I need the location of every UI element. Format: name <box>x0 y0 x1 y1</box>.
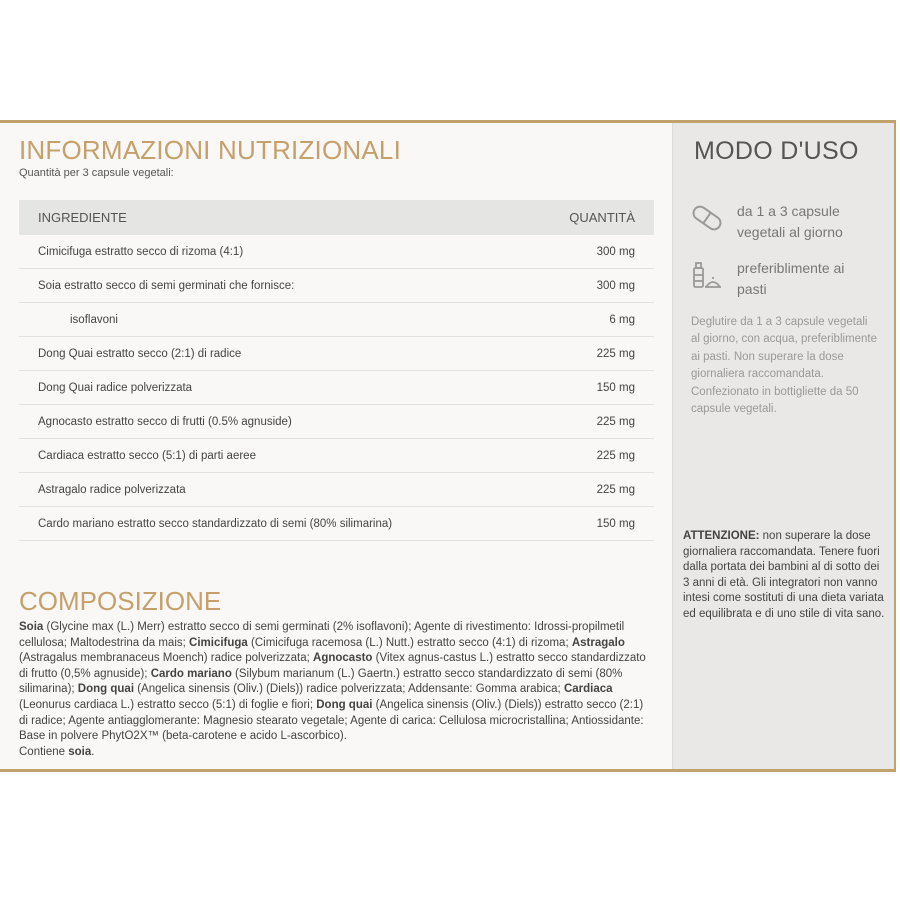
ingredient-name: Cimicifuga estratto secco di rizoma (4:1) <box>38 245 244 258</box>
ingredient-name: isoflavoni <box>70 313 118 326</box>
ingredient-name: Dong Quai radice polverizzata <box>38 381 193 394</box>
ingredient-name-rest: di radice <box>194 347 242 360</box>
capsule-icon <box>689 201 725 235</box>
ingredient-qty: 225 mg <box>596 483 635 496</box>
ingredient-qty: 225 mg <box>596 449 635 462</box>
allergen-name: soia <box>68 745 92 758</box>
usage-dose-text: da 1 a 3 capsule vegetali al giorno <box>737 203 843 240</box>
comp-ingredient: Cimicifuga <box>189 636 248 649</box>
comp-ingredient: Cardo mariano <box>150 667 232 680</box>
comp-ingredient: Dong quai <box>316 698 373 711</box>
table-row <box>19 269 654 303</box>
ingredient-name <box>38 280 294 292</box>
warning-text: non superare la dose giornaliera raccomandata. Tenere fuori dalla portata dei bambini al di sotto dei 3 anni di età. Gli integratori non vanno intesi come sostituti di una dieta variata ed equilibrata e di uno stile di vita sano. <box>683 530 885 620</box>
comp-detail: (Glycine max (L.) Merr) estratto secco di semi germinati (2% isoflavoni); Agente di rivestimento: Idrossi-propilmetil cellulosa; Maltodestrina da mais; <box>19 621 625 649</box>
ingredient-qty: 150 mg <box>596 381 635 394</box>
composition-title: COMPOSIZIONE <box>19 586 222 616</box>
comp-detail: (Cimicifuga racemosa (L.) Nutt.) estratto secco (4:1) di rizoma; <box>247 636 572 649</box>
ingredient-name: Cardo mariano estratto secco standardizzato di semi (80% silimarina) <box>38 517 393 530</box>
ingredient-name-main: Soia estratto secco di semi germinati <box>38 279 226 292</box>
allergen-note <box>19 745 647 761</box>
usage-sidebar <box>672 123 894 769</box>
table-row <box>19 235 654 269</box>
comp-detail: (Astragalus membranaceus Moench) radice polverizzata; <box>19 652 314 665</box>
nutrition-subtitle: Quantità per 3 capsule vegetali: <box>19 167 174 179</box>
ingredient-qty: 225 mg <box>596 347 635 360</box>
nutrition-section <box>0 123 672 769</box>
meal-icon <box>689 258 725 292</box>
ingredient-qty: 300 mg <box>596 279 635 292</box>
header-ingredient: INGREDIENTE <box>38 210 127 225</box>
ingredient-name-rest: che fornisce: <box>225 279 295 292</box>
table-row <box>19 371 654 405</box>
comp-ingredient: Dong quai <box>77 683 135 696</box>
warning-note <box>683 529 888 623</box>
composition-paragraph <box>19 620 647 745</box>
ingredient-name: Astragalo radice polverizzata <box>38 483 186 496</box>
table-row <box>19 473 654 507</box>
table-row <box>19 337 654 371</box>
usage-item-meal <box>689 258 877 300</box>
allergen-suffix: . <box>91 745 95 758</box>
comp-ingredient: Astragalo <box>571 636 625 649</box>
comp-ingredient: Cardiaca <box>563 683 613 696</box>
table-header <box>19 200 654 235</box>
nutrition-title: INFORMAZIONI NUTRIZIONALI <box>19 135 401 165</box>
usage-item-dose <box>689 201 877 243</box>
ingredient-qty: 150 mg <box>596 517 635 530</box>
nutrition-table <box>19 200 654 541</box>
ingredient-name <box>38 348 241 360</box>
comp-detail: (Angelica sinensis (Oliv.) (Diels)) estratto secco (2:1) di radice; Agente antiagglomerante: Magnesio stearato vegetale; Agente di carica: Cellulosa microcristallina; Antiossidante: Base in polvere PhytO2X™ (beta-carotene e acido L-ascorbico). <box>19 698 644 743</box>
table-row <box>19 507 654 541</box>
warning-label: ATTENZIONE: <box>683 530 760 542</box>
allergen-prefix: Contiene <box>19 745 69 758</box>
ingredient-name: Cardiaca estratto secco (5:1) di parti aeree <box>38 449 256 462</box>
comp-ingredient: Soia <box>19 621 44 633</box>
ingredient-qty: 225 mg <box>596 415 635 428</box>
table-row <box>19 405 654 439</box>
comp-ingredient: Agnocasto <box>313 652 373 665</box>
ingredient-name-main: Dong Quai estratto secco (2:1) <box>38 347 195 360</box>
table-row <box>19 439 654 473</box>
header-quantity: QUANTITÀ <box>569 210 635 225</box>
ingredient-name: Agnocasto estratto secco di frutti (0.5% agnuside) <box>38 415 292 428</box>
ingredient-qty: 300 mg <box>596 245 635 258</box>
comp-detail: (Silybum marianum (L.) Gaertn.) estratto secco standardizzato di semi (80% silimarina); <box>19 667 623 696</box>
usage-description: Deglutire da 1 a 3 capsule vegetali al giorno, con acqua, preferiblimente ai pasti. Non superare la dose giornaliera raccomandata. Confezionato in bottigliette da 50 capsule vegetali. <box>691 316 878 416</box>
comp-detail: (Angelica sinensis (Oliv.) (Diels)) radice polverizzata; Addensante: Gomma arabica; <box>134 683 564 696</box>
usage-title: MODO D'USO <box>694 137 859 165</box>
usage-meal-text: preferiblimente ai pasti <box>737 260 845 297</box>
comp-detail: (Leonurus cardiaca L.) estratto secco (5:1) di foglie e fiori; <box>19 698 317 711</box>
label-panel <box>0 120 896 772</box>
ingredient-qty: 6 mg <box>609 313 635 326</box>
table-row <box>19 303 654 337</box>
composition-text <box>19 620 647 760</box>
comp-detail: (Vitex agnus-castus L.) estratto secco standardizzato di frutto (0,5% agnuside); <box>19 652 646 680</box>
